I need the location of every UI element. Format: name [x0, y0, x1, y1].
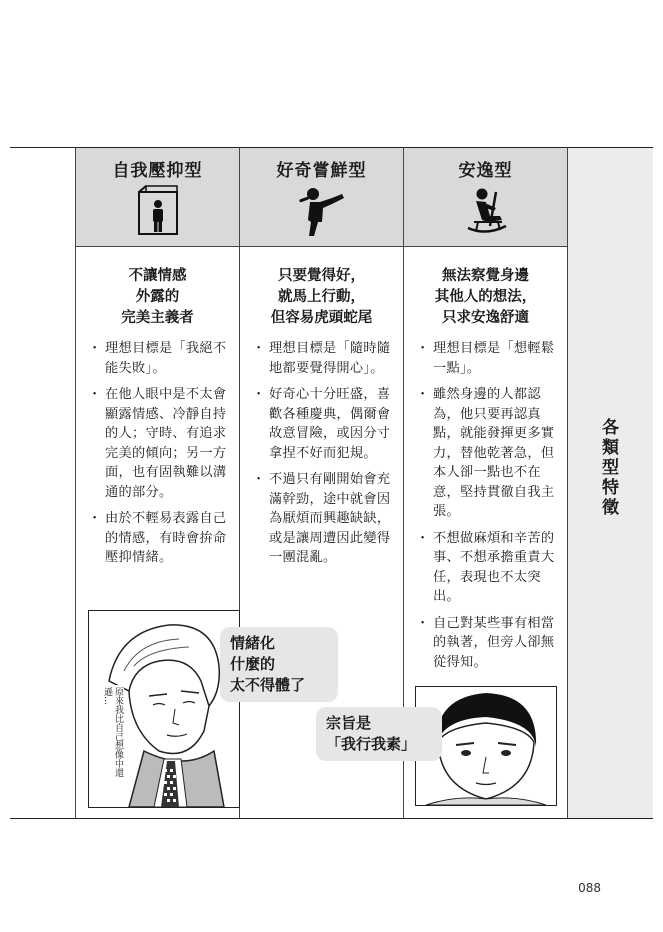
list-item: ・ 不想做麻煩和辛苦的事、不想承擔重責大任，表現也不太突出。: [420, 529, 560, 607]
list-item: ・ 雖然身邊的人都認為，他只要再認真點，就能發揮更多實力，替他乾著急，但本人卻一點也不在意，堅持貫徹自我主張。: [420, 385, 560, 522]
bullet-list-self-suppression: [92, 339, 232, 575]
column-headline-curiosity: 只要覺得好， 就馬上行動， 但容易虎頭蛇尾: [270, 268, 373, 326]
column-divider: [567, 147, 568, 818]
header-divider: [75, 246, 567, 247]
speech-bubble-right: 宗旨是 「我行我素」: [316, 707, 442, 761]
person-pointing-icon: [296, 184, 348, 240]
inner-thought-note: 原來我比自己想像中還遜…: [100, 685, 124, 784]
table-bottom-rule: [10, 818, 653, 819]
list-item: ・ 理想目標是「我絕不能失敗」。: [92, 339, 232, 378]
list-item: ・ 好奇心十分旺盛，喜歡各種慶典，偶爾會故意冒險，或因分寸拿捏不好而犯規。: [256, 385, 396, 463]
list-item: ・ 不過只有剛開始會充滿幹勁，途中就會因為厭煩而興趣缺缺，或是讓周遭因此變得一團混亂。: [256, 470, 396, 568]
side-label: 各類型特徵: [598, 418, 618, 518]
list-item: ・ 在他人眼中是不太會顯露情感、冷靜自持的人；守時、有追求完美的傾向；另一方面，也有固執難以溝通的部分。: [92, 385, 232, 502]
person-in-box-icon: [136, 184, 180, 236]
table-top-rule: [10, 147, 653, 148]
column-title-comfort: 安逸型: [458, 161, 513, 181]
bullet-list-comfort: [420, 339, 560, 679]
column-divider: [75, 147, 76, 818]
person-rocking-chair-icon: [460, 184, 510, 238]
column-headline-self-suppression: 不讓情感 外露的 完美主義者: [121, 268, 194, 326]
speech-bubble-left: 情緒化 什麼的 太不得體了: [220, 627, 338, 702]
column-title-self-suppression: 自我壓抑型: [112, 161, 203, 181]
column-title-curiosity: 好奇嘗鮮型: [276, 161, 367, 181]
bullet-list-curiosity: [256, 339, 396, 575]
list-item: ・ 理想目標是「隨時隨地都要覺得開心」。: [256, 339, 396, 378]
list-item: ・ 由於不輕易表露自己的情感，有時會拚命壓抑情緒。: [92, 509, 232, 568]
column-headline-comfort: 無法察覺身邊 其他人的想法， 只求安逸舒適: [434, 268, 537, 326]
page-number: 088: [578, 881, 601, 895]
list-item: ・ 理想目標是「想輕鬆一點」。: [420, 339, 560, 378]
list-item: ・ 自己對某些事有相當的執著，但旁人卻無從得知。: [420, 614, 560, 673]
